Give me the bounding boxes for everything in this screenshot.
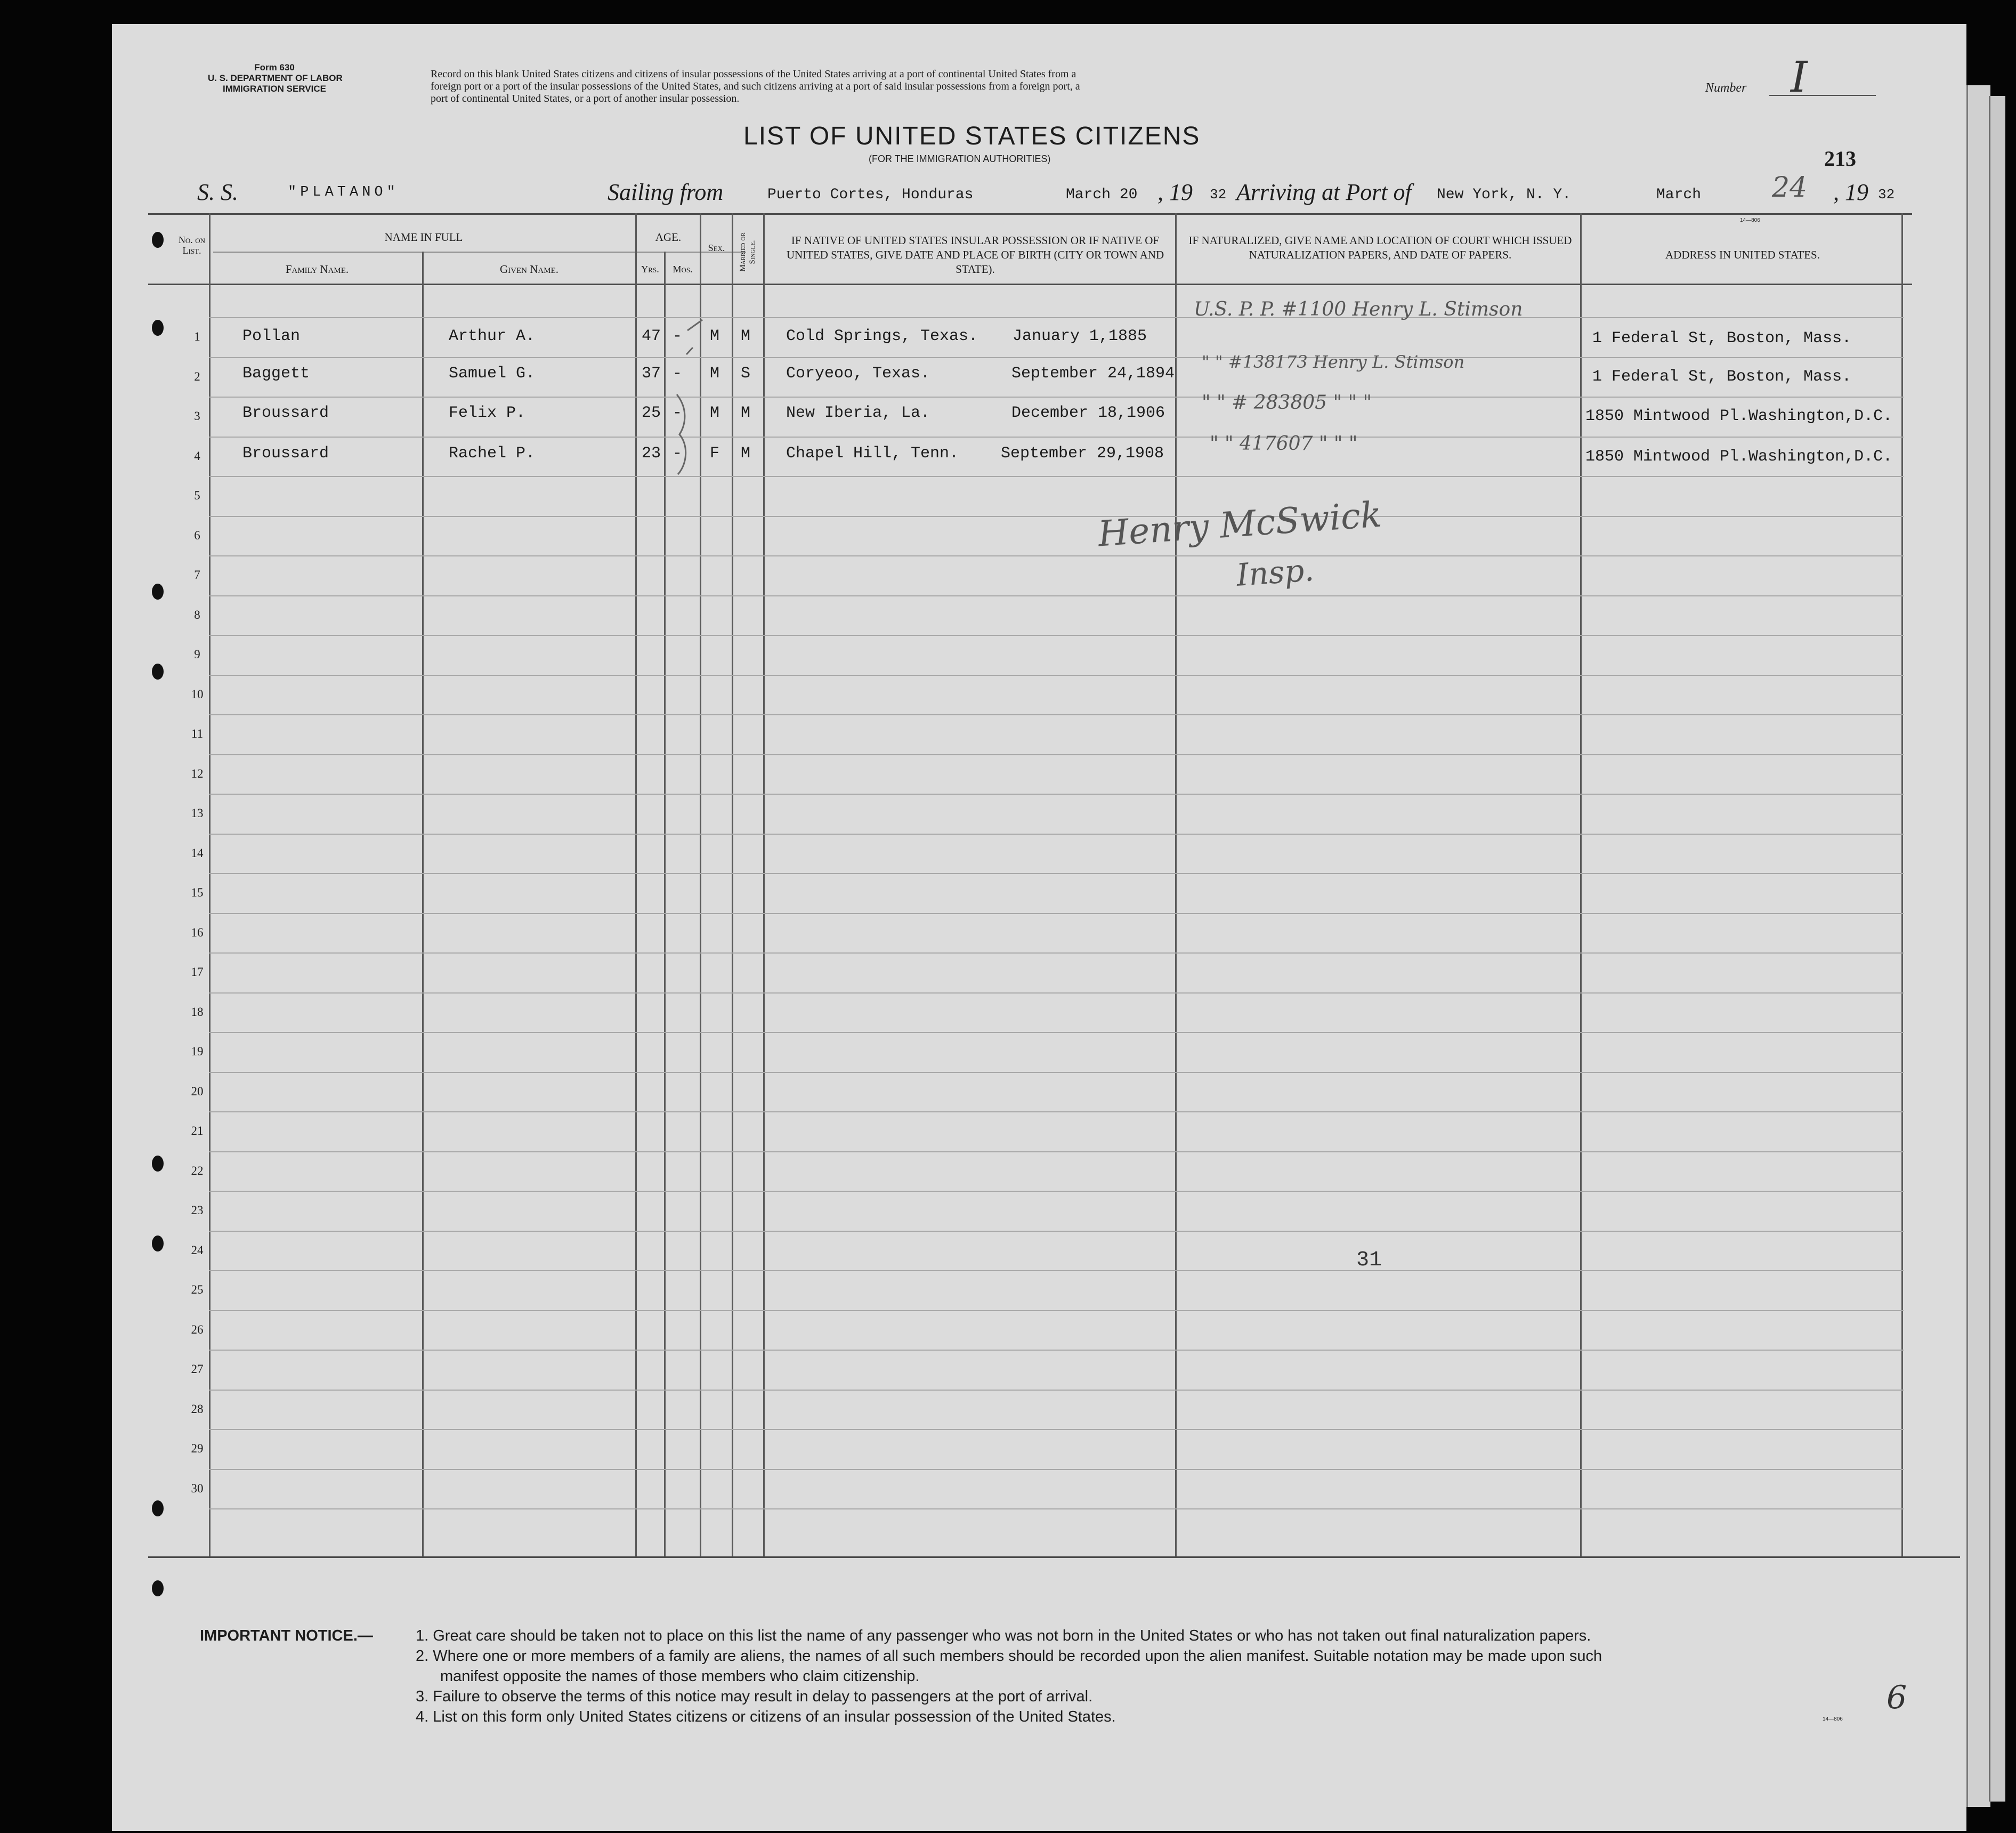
inspector-title: Insp.	[1235, 552, 1315, 593]
row-number: 11	[191, 727, 204, 740]
header-age: AGE.	[655, 231, 682, 244]
birth-date: January 1,1885	[1013, 327, 1147, 345]
margin-mark: 6	[1887, 1679, 1907, 1716]
binder-hole	[152, 320, 164, 336]
row-rule	[209, 357, 1904, 358]
age-group-divider	[637, 252, 703, 253]
marital-status: S	[741, 365, 751, 383]
instruction-line-1: Record on this blank United States citizens and citizens of insular possessions of the United States arriving at a port of continental United States from a	[431, 68, 1076, 80]
age-months: -	[673, 404, 683, 422]
family-name: Baggett	[242, 365, 310, 383]
row-number: 3	[194, 409, 200, 423]
row-number: 12	[191, 767, 204, 780]
age-years: 37	[642, 365, 661, 383]
sex: M	[710, 327, 720, 345]
given-name: Samuel G.	[449, 365, 536, 383]
row-number: 30	[191, 1482, 204, 1495]
instruction-line-3: port of continental United States, or a port of another insular possession.	[431, 93, 740, 104]
us-address: 1 Federal St, Boston, Mass.	[1592, 368, 1852, 386]
header-naturalized: IF NATURALIZED, GIVE NAME AND LOCATION OF COURT WHICH ISSUED NATURALIZATION PAPERS, AND DATE OF PAPERS.	[1188, 234, 1572, 261]
marital-status: M	[741, 327, 751, 345]
row-number: 13	[191, 806, 204, 820]
birth-place: Coryeoo, Texas.	[786, 365, 930, 383]
row-number: 6	[194, 529, 200, 542]
age-months: -	[673, 365, 683, 383]
header-given-name: Given Name.	[500, 263, 558, 276]
row-number: 10	[191, 688, 204, 701]
given-name: Rachel P.	[449, 445, 536, 463]
given-name: Arthur A.	[449, 327, 536, 345]
row-rule	[209, 555, 1904, 556]
row-number: 22	[191, 1164, 204, 1177]
age-months: -	[673, 445, 683, 463]
binder-hole	[152, 1236, 164, 1251]
notice-item-1: 1. Great care should be taken not to place on this list the name of any passenger who was not born in the United States or who has not taken out final naturalization papers.	[416, 1627, 1591, 1644]
row-rule	[209, 675, 1904, 676]
row-number: 5	[194, 489, 200, 502]
row-rule	[209, 595, 1904, 596]
naturalization-note: " " # 283805 " " "	[1202, 392, 1372, 414]
header-birthplace: IF NATIVE OF UNITED STATES INSULAR POSSESSION OR IF NATIVE OF UNITED STATES, GIVE DATE AND PLACE OF BIRTH (CITY OR TOWN AND STATE).	[786, 234, 1164, 276]
row-number: 18	[191, 1005, 204, 1019]
row-rule	[209, 1032, 1904, 1033]
age-years: 25	[642, 404, 661, 422]
family-name: Broussard	[242, 404, 329, 422]
row-rule	[209, 635, 1904, 636]
row-number: 29	[191, 1442, 204, 1455]
sex: M	[710, 404, 720, 422]
family-name: Pollan	[242, 327, 301, 345]
row-number: 19	[191, 1045, 204, 1058]
binder-hole	[152, 1580, 164, 1596]
given-name: Felix P.	[449, 404, 526, 422]
footer-code: 14—806	[1823, 1716, 1843, 1722]
department-name: U. S. DEPARTMENT OF LABOR	[208, 73, 343, 83]
row-rule	[209, 317, 1904, 318]
us-address: 1850 Mintwood Pl.Washington,D.C.	[1585, 448, 1893, 466]
row-number: 9	[194, 648, 200, 661]
document-title: LIST OF UNITED STATES CITIZENS	[743, 122, 1201, 150]
sailing-year-prefix: , 19	[1157, 179, 1193, 205]
arrival-day: 24	[1772, 172, 1808, 204]
row-rule	[209, 873, 1904, 874]
header-address: ADDRESS IN UNITED STATES.	[1665, 248, 1820, 261]
row-rule	[209, 1469, 1904, 1470]
number-underline	[1769, 95, 1876, 96]
naturalization-note: U.S. P. P. #1100 Henry L. Stimson	[1194, 298, 1523, 320]
row-rule	[209, 913, 1904, 914]
col-divider-naturalized	[1580, 213, 1582, 1556]
row-rule	[209, 397, 1904, 398]
row-number: 2	[194, 370, 200, 383]
row-rule	[209, 1390, 1904, 1391]
notice-item-3: 3. Failure to observe the terms of this notice may result in delay to passengers at the port of arrival.	[416, 1688, 1093, 1705]
sailing-from-label: Sailing from	[608, 179, 724, 205]
col-divider-sex	[732, 213, 733, 1556]
row-number: 7	[194, 568, 200, 582]
row-rule	[209, 1191, 1904, 1192]
birth-date: September 29,1908	[1001, 445, 1164, 463]
row-rule	[209, 714, 1904, 715]
us-address: 1 Federal St, Boston, Mass.	[1592, 329, 1852, 348]
row-number: 26	[191, 1323, 204, 1336]
notice-item-4: 4. List on this form only United States citizens or citizens of an insular possession of the United States.	[416, 1708, 1116, 1725]
row-rule	[209, 1508, 1904, 1509]
binder-hole	[152, 664, 164, 680]
birth-place: New Iberia, La.	[786, 404, 930, 422]
row-number: 23	[191, 1204, 204, 1217]
arriving-label: Arriving at Port of	[1236, 179, 1412, 205]
row-rule	[209, 476, 1904, 477]
ship-name: "PLATANO"	[288, 184, 399, 200]
table-bottom-border	[148, 1556, 1960, 1558]
printing-note: 14—806	[1740, 217, 1760, 223]
notice-heading: IMPORTANT NOTICE.—	[200, 1627, 373, 1644]
sailing-port: Puerto Cortes, Honduras	[767, 187, 974, 203]
row-number: 21	[191, 1124, 204, 1137]
notice-item-2a: 2. Where one or more members of a family are aliens, the names of all such members should be recorded upon the alien manifest. Suitable notation may be made upon such	[416, 1648, 1602, 1665]
row-number: 20	[191, 1085, 204, 1098]
binder-hole	[152, 584, 164, 600]
row-number: 24	[191, 1243, 204, 1257]
row-number: 27	[191, 1362, 204, 1376]
row-rule	[209, 794, 1904, 795]
form-number: Form 630	[254, 62, 295, 72]
row-rule	[209, 437, 1904, 438]
row-rule	[209, 1310, 1904, 1311]
row-rule	[209, 952, 1904, 954]
page-number: 213	[1824, 147, 1856, 171]
naturalization-note: " " #138173 Henry L. Stimson	[1202, 352, 1465, 372]
header-mos: Mos.	[673, 264, 693, 274]
header-family-name: Family Name.	[285, 263, 349, 276]
birth-date: December 18,1906	[1011, 404, 1165, 422]
binder-hole	[152, 232, 164, 248]
underlying-page-edge-2	[1989, 96, 2005, 1802]
row-number: 25	[191, 1283, 204, 1296]
family-name: Broussard	[242, 445, 329, 463]
row-number: 16	[191, 926, 204, 939]
binder-hole	[152, 1156, 164, 1172]
row-number: 28	[191, 1402, 204, 1416]
row-rule	[209, 516, 1904, 517]
row-rule	[209, 1429, 1904, 1430]
ss-label: S. S.	[197, 179, 238, 205]
header-bottom-border	[148, 284, 1912, 285]
row-rule	[209, 1270, 1904, 1271]
sex: F	[710, 445, 720, 463]
header-yrs: Yrs.	[641, 264, 659, 274]
manifest-sheet	[112, 24, 1966, 1831]
header-sex: Sex.	[708, 243, 725, 253]
arrival-month: March	[1656, 187, 1702, 203]
row-rule	[209, 1072, 1904, 1073]
table-top-border	[148, 213, 1912, 215]
row-rule	[209, 1350, 1904, 1351]
sex: M	[710, 365, 720, 383]
row-number: 8	[194, 608, 200, 621]
arrival-year-prefix: , 19	[1833, 179, 1868, 205]
header-no-on-list: No. on List.	[178, 235, 206, 256]
header-married-single: Married or Single.	[739, 232, 757, 272]
underlying-page-edge	[1966, 85, 1990, 1807]
row-number: 4	[194, 449, 200, 463]
row-number: 15	[191, 886, 204, 899]
age-years: 47	[642, 327, 661, 345]
family-bracket-marks	[655, 314, 714, 506]
birth-place: Cold Springs, Texas.	[786, 327, 978, 345]
age-months: -	[673, 327, 683, 345]
row-number: 1	[194, 330, 200, 343]
sailing-year: 32	[1210, 187, 1227, 203]
form-header	[208, 62, 341, 94]
sailing-date: March 20	[1066, 187, 1138, 203]
col-divider-birthplace	[1175, 213, 1177, 1556]
col-divider-address	[1901, 213, 1903, 1556]
us-address: 1850 Mintwood Pl.Washington,D.C.	[1585, 407, 1893, 425]
stamp-number: 31	[1356, 1248, 1382, 1272]
col-divider-family	[422, 252, 424, 1556]
inspector-signature: Henry McSwick	[1096, 494, 1383, 555]
arrival-port: New York, N. Y.	[1437, 187, 1572, 203]
col-divider-given	[635, 213, 637, 1556]
row-rule	[209, 834, 1904, 835]
marital-status: M	[741, 404, 751, 422]
row-number: 14	[191, 846, 204, 860]
instruction-line-2: foreign port or a port of the insular possessions of the United States, and such citizens arriving at a port of said insular possessions from a foreign port, a	[431, 80, 1080, 92]
row-rule	[209, 1151, 1904, 1152]
row-number: 17	[191, 965, 204, 979]
form-instructions	[431, 68, 1080, 105]
document-subtitle: (FOR THE IMMIGRATION AUTHORITIES)	[869, 154, 1051, 164]
arrival-year: 32	[1878, 187, 1895, 203]
naturalization-note: " " 417607 " " "	[1210, 433, 1358, 455]
binder-hole	[152, 1500, 164, 1516]
header-name-in-full: NAME IN FULL	[384, 231, 463, 244]
birth-place: Chapel Hill, Tenn.	[786, 445, 959, 463]
age-years: 23	[642, 445, 661, 463]
row-rule	[209, 1111, 1904, 1112]
birth-date: September 24,1894	[1011, 365, 1175, 383]
row-rule	[209, 754, 1904, 755]
number-value: I	[1791, 52, 1808, 102]
service-name: IMMIGRATION SERVICE	[223, 84, 326, 94]
number-label: Number	[1705, 81, 1747, 95]
row-rule	[209, 1231, 1904, 1232]
marital-status: M	[741, 445, 751, 463]
row-rule	[209, 992, 1904, 994]
col-divider-marital	[763, 213, 765, 1556]
notice-item-2b: manifest opposite the names of those members who claim citizenship.	[440, 1668, 920, 1685]
